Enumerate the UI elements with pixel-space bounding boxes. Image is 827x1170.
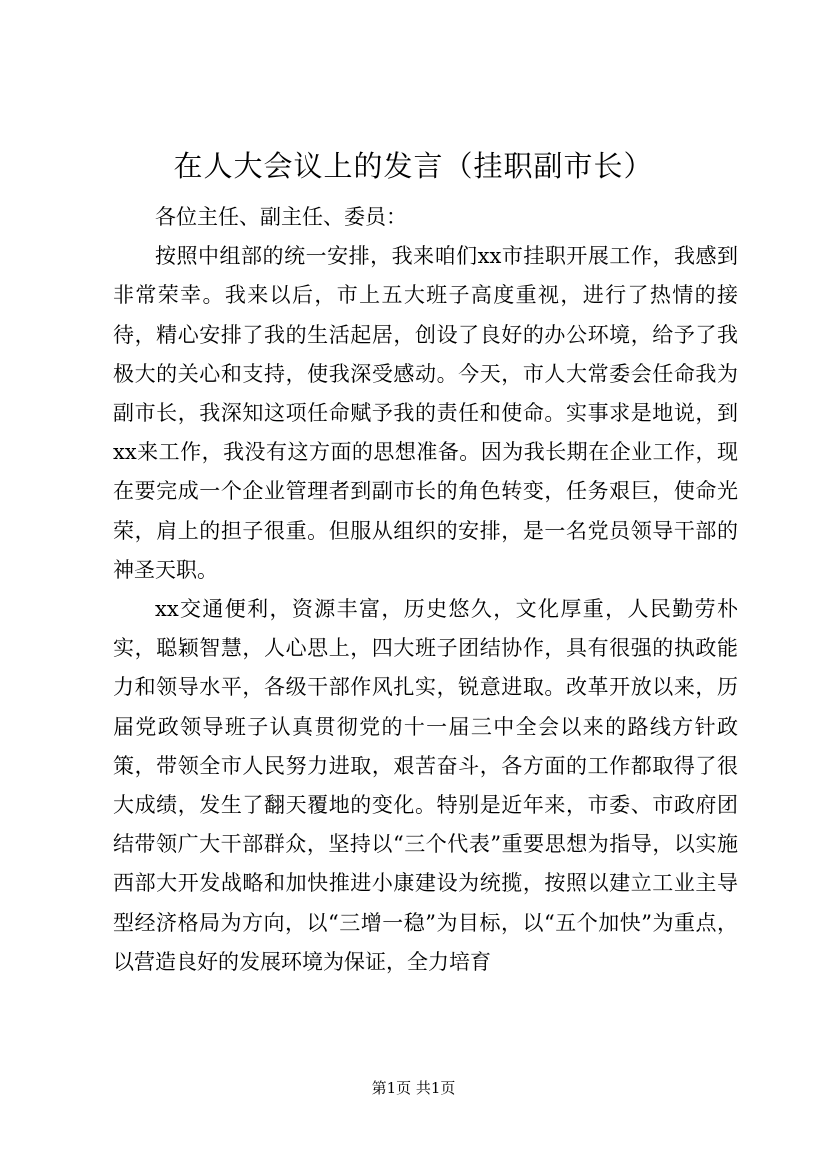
- document-title: 在人大会议上的发言（挂职副市长）: [173, 149, 654, 183]
- page-footer: 第1页 共1页: [371, 1079, 456, 1097]
- document-body: [113, 198, 738, 982]
- paragraph-1: 按照中组部的统一安排，我来咱们xx市挂职开展工作，我感到非常荣幸。我来以后，市上五大班子高度重视，进行了热情的接待，精心安排了我的生活起居，创设了良好的办公环境，给予了我极大的关心和支持，使我深受感动。今天，市人大常委会任命我为副市长，我深知这项任命赋予我的责任和使命。实事求是地说，到xx来工作，我没有这方面的思想准备。因为我长期在企业工作，现在要完成一个企业管理者到副市长的角色转变，任务艰巨，使命光荣，肩上的担子很重。但服从组织的安排，是一名党员领导干部的神圣天职。: [113, 244, 738, 582]
- greeting-line: 各位主任、副主任、委员：: [155, 205, 407, 229]
- paragraph-2: xx交通便利，资源丰富，历史悠久，文化厚重，人民勤劳朴实，聪颖智慧，人心思上，四大班子团结协作，具有很强的执政能力和领导水平，各级干部作风扎实，锐意进取。改革开放以来，历届党政领导班子认真贯彻党的十一届三中全会以来的路线方针政策，带领全市人民努力进取，艰苦奋斗，各方面的工作都取得了很大成绩，发生了翻天覆地的变化。特别是近年来，市委、市政府团结带领广大干部群众，坚持以“三个代表”重要思想为指导，以实施西部大开发战略和加快推进小康建设为统揽，按照以建立工业主导型经济格局为方向，以“三增一稳”为目标，以“五个加快”为重点，以营造良好的发展环境为保证，全力培育: [113, 597, 738, 974]
